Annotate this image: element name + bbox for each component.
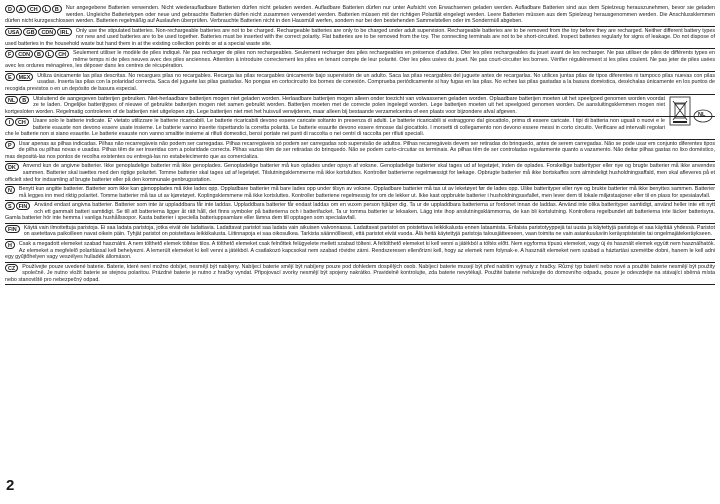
country-code-badge: H <box>5 241 15 249</box>
country-code-badge: CDN <box>38 28 56 36</box>
country-code-badge: CH <box>15 118 29 126</box>
country-badges <box>5 118 30 127</box>
country-code-badge: FIN <box>16 202 31 210</box>
language-section <box>5 72 715 95</box>
country-code-badge: F <box>5 50 14 58</box>
instruction-text: Usar apenas as pilhas indicadas. Pilhas não recarregáveis não podem ser carregadas. Pilhas recarregáveis só podem ser carregadas sob supervisão de adultos. Pilhas recarregáveis devem ser retiradas do brinquedo, antes de serem carregadas. Não se pode usar em conjunto diferentes tipos de pilha ou pilhas novas e usadas. Pilhas têm de ser inseridas com a polaridade correcta. Pilhas vazias têm de ser retiradas do brinquedo. Não se podem curto-circuitar os terminais. As pilhas têm de ser controladas regularmente quanto a vazamento. Não deitar pilhas gastas no lixo doméstico, mas depositá-las nos pontos de recolha existentes ou entregá-las no estabelecimento que as comercializa. <box>5 140 715 160</box>
country-code-badge: B <box>52 5 62 13</box>
country-code-badge: L <box>45 50 54 58</box>
country-badges <box>5 202 31 211</box>
country-code-badge: IRL <box>57 28 72 36</box>
country-code-badge: S <box>5 202 15 210</box>
instruction-text: Usare solo le batterie indicate. E' vietato utilizzare le batterie ricaricabili. Le batterie ricaricabili devono essere caricate soltanto in presenza di adulti. Le batterie ricaricabili si estraggono dal giocattolo, prima di essere caricate. I tipi di batteria non uguali o nuovi e le batterie esauste non devono essere usate insieme. Le batterie vanno inserite rispettando la corretta polarità. Le batterie esaurite devono essere rimosse dal giocattolo. I morsetti di collegamento non devono essere messi in corto circuito. Verificare ad intervalli regolari che le batterie non si siano esaurite. Le batterie esauste non vanno smaltite insieme ai rifiuti domestici, bensì portate nei punti di raccolta o nei centri di raccolta per rifiuti speciali. <box>5 118 665 138</box>
country-code-badge: I <box>5 118 14 126</box>
country-code-badge: N <box>5 186 15 194</box>
country-badges <box>5 264 19 273</box>
country-badges <box>5 163 20 172</box>
country-badges <box>5 141 16 150</box>
country-code-badge: DK <box>5 163 19 171</box>
language-section <box>5 240 715 263</box>
country-code-badge: B <box>34 50 44 58</box>
symbol-country-label: NL <box>698 111 706 118</box>
country-badges <box>5 28 73 37</box>
instruction-text: Seulement utiliser le modèle de piles indiqué. Ne pas recharger de piles non rechargeables. Seulement recharger des piles rechargeables en présence d'adultes. Oter les piles rechargeables du jouet avant de les recharger. Ne pas utiliser de piles de différents types en même temps ni de piles neuves avec des piles anciennes. Attention à introduire correctement les piles en tenant compte de leur polarité. Oter les piles usées du jouet. Ne pas court-circuiter les bornes. Vérifier régulièrement si les piles coulent. Ne pas jeter de piles usées avec les ordures ménagères, les déposer dans les centres de récupération. <box>5 50 715 70</box>
language-section <box>5 263 715 286</box>
language-section <box>5 185 715 201</box>
country-code-badge: FIN <box>5 225 20 233</box>
instruction-text: Nur angegebene Batterien verwenden. Nicht wiederaufladbare Batterien dürfen nicht geladen werden. Aufladbare Batterien dürfen nur unter Aufsicht von Erwachsenen geladen werden. Aufladbare Batterien sind aus dem Spielzeug herauszunehmen, bevor sie geladen werden. Ungleiche Batterietypen oder neue und gebrauchte Batterien dürfen nicht zusammen verwendet werden. Batterien müssen mit der richtigen Polarität eingelegt werden. Leere Batterien müssen aus dem Spielzeug herausgenommen werden. Die Anschlussklemmen dürfen nicht kurzgeschlossen werden. Batterien regelmäßig auf Auslaufen überprüfen. Verbrauchte Batterien nicht in den Hausmüll werfen, sondern nur bei den bestehenden Sammelstellen oder im Sondermüll abgeben. <box>5 5 715 25</box>
country-badges <box>5 5 63 14</box>
instruction-text: Csak a megadott elemeket szabad használni. A nem tölthető elemek töltése tilos. A tölthető elemeket csak felnőttek felügyelete mellett szabad tölteni. A feltölthető elemeket ki kell venni a játékból a töltés előtt. Nem egyforma típusú elemeket, vagy új és használt elemek együtt nem használhatók. Az elemeket a megfelelő polaritással kell behelyezni. A lemerült elemeket ki kell venni a játékból. A csatlakozó kapcsokat nem szabad rövidre zárni. Rendszeresen ellenőrizni kell, hogy az elemek nem folynak-e. A használt elemeket nem szabad a háztartási szemétbe dobni, hanem le kell adni egy gyűjtőhelyen vagy veszélyes hulladék állomáson. <box>5 240 715 261</box>
language-section <box>5 27 715 50</box>
language-section <box>5 95 715 118</box>
page-number: 2 <box>6 477 15 494</box>
language-section <box>5 117 715 140</box>
country-code-badge: A <box>16 5 26 13</box>
country-badges <box>5 73 34 82</box>
instruction-text: Utiliza únicamente las pilas descritas. No recargues pilas no recargables. Recarga las pilas recargables únicamente bajo supervisión de un adulto. Saca las pilas recargables del juguete antes de recargarlas. No utilices juntas pilas de tipos diferentes ni tampoco pilas nuevas con pilas usadas. Inserta las pilas con la polaridad correcta. Saca del juguete las pilas gastadas. No pongas en cortocircuito los bornes de conexión. Comprueba periódicamente si hay fugas en las pilas. No eches las pilas gastadas a la basura doméstica, deséchalas únicamente en los puntos de recogida previstos o en un depósito de basura especial. <box>5 72 715 93</box>
instruction-text: Käytä vain ilmoitettuja paristoja. Ei saa ladata paristoja, jotka eivät ole ladattavia. Ladattavat paristot saa ladata vain aikuisen valvonnassa. Ladattavat paristot on poistettava leikkikalusta ennen lataamista. Erilaisia paristotyyppejä tai uusia ja käytettyjä paristoja ei saa käyttää yhdessä. Paristot on asetettava paikoilleen navat oikein päin. Tyhjät paristot on poistettava leikkikalusta. Liitinnapoja ei saa oikosulkea. Tarkista säännöllisesti, että paristot eivät vuoda. Älä heitä käytettyjä paristoja talousjätteeseen, vaan toimita ne vain asiankuuluviin keräyspisteisiin tai ongelmajätekeräykseen. <box>23 224 715 238</box>
country-code-badge: USA <box>5 28 22 36</box>
country-code-badge: CH <box>27 5 41 13</box>
language-section <box>5 201 715 224</box>
country-code-badge: CZ <box>5 264 18 272</box>
country-code-badge: L <box>42 5 51 13</box>
country-code-badge: GB <box>23 28 37 36</box>
country-code-badge: E <box>5 73 15 81</box>
battery-instructions <box>5 4 715 285</box>
instruction-text: Uitsluitend de aangegeven batterijen gebruiken. Niet-herlaadbare batterijen mogen niet geladen worden. Herlaadbare batterijen mogen alleen onder toezicht van volwassenen geladen worden. Oplaadbare batterijen moeten uit het speelgoed genomen worden voordat ze te laden. Ongelijke batterijtypes of nieuwe of gebruikte batterijen mogen niet samen gebruikt worden. Batterijen moeten met de correcte polen ingelegd worden. Lege batterijen moeten uit het speelgoed genomen worden. De aansluitingsklemmen mogen niet kortgesloten worden. Regelmatig controleren of de batterijen niet uitgelopen zijn. Lege batterijen niet met het huisvuil verwijderen, maar alleen bij bestaande verzamelcentra of een plaats voor bijzondere afval afgeven. <box>5 95 665 115</box>
instruction-text: Benytt kun angitte batterier. Batterier som ikke kan gjenopplades må ikke lades opp. Oppladbare batterier må bare lades opp under tilsyn av voksne. Oppladbare batterier må tas ut av leketøyet før de lades opp. Ulike batterityper eller nye og brukte batterier må ikke benyttes sammen. Batterier må legges inn med riktig polaritet. Tomme batterier må tas ut av kjøretøyet. Koplingsklemmene må ikke kortsluttes. Kontroller batteriene regelmessig for om de lekker ut. Ikke kast oppbrukte batterier i husholdningsavfallet, men lever dem til lokale miljøstasjoner eller til en plass for spesialavfall. <box>18 186 715 199</box>
country-code-badge: D <box>5 5 15 13</box>
country-badges <box>5 186 16 195</box>
country-code-badge: CDN <box>15 50 33 58</box>
language-section <box>5 162 715 185</box>
country-code-badge: CH <box>55 50 69 58</box>
country-badges <box>5 225 21 234</box>
language-section <box>5 49 715 72</box>
instruction-text: Only use the stipulated batteries. Non-rechargeable batteries are not to be charged. Rechargeable batteries are only to be charged under adult supervision. Rechargeable batteries are to be removed from the toy before they are recharged. Neither different battery types nor new and used batteries are to be used together. Batteries must be inserted with the correct polarity. Flat batteries are to be removed from the toy. The connecting terminals are not to be short-circuited. Inspect batteries regularly for signs of leakage. Do not dispose of used batteries in the household waste but hand them in at the existing collection points or at a special waste site. <box>5 27 715 47</box>
country-code-badge: B <box>19 96 29 104</box>
language-section <box>5 140 715 163</box>
country-badges <box>5 50 70 59</box>
country-badges <box>5 241 16 250</box>
instruction-text: Anvend kun de angivne batterier. Ikke genopladelige batterier må ikke genoplades. Genopladelige batterier må kun oplades under opsyn af voksne. Genopladelige batterier skal tages ud af legetøjet, inden de oplades. Forskellige batterityper eller nye og brugte batterier må ikke anvendes sammen. Batterier skal isættes med den rigtige polaritet. Tomme batterier skal tages ud af legetøjet. Tilslutningsklemmerne må ikke kortsluttes. Kontroller batterierne regelmæssigt for lækage. Opbrugte batterier må ikke bortskaffes som almindeligt husholdningsaffald, men skal afleveres på et officielt sted for indsamling af brugte batterier eller på den kommunale genbrugsstation. <box>5 163 715 183</box>
country-code-badge: P <box>5 141 15 149</box>
country-code-badge: MEX <box>16 73 34 81</box>
country-badges <box>5 96 30 105</box>
instruction-text: Používejte pouze uvedené baterie. Baterie, které není možno dobíjet, nesmějí být nabíjeny. Nabíjecí baterie smějí být nabíjeny pouze pod dohledem dospělých osob. Nabíjecí baterie musejí být před nabitím vyjmuty z hračky. Různý typ baterií nebo nové a použité baterie nesmějí být použity společně. Je nutno vložit baterie se stejnou polaritou. Prázdné baterie je nutno z hračky vyndat. Připojovací svorky nesmějí být spojeny nakrátko. Pravidelně kontrolujte, zda baterie nevytékají. Použité baterie neházejte do domovního odpadu, pouze je odevzdejte na stávající sběrná místa nebo stanoviště pro nebezpečný odpad. <box>5 263 715 283</box>
country-code-badge: NL <box>5 96 18 104</box>
language-section <box>5 224 715 240</box>
instruction-text: Använd endast angivna batterier. Batterier som inte är uppladdbara får inte laddas. Uppladdbara batterier får endast laddas om en vuxen person hjälper dig. Ta ur de uppladdbara batterierna ur fordonet innan de laddas. Använd inte olika batterityper samtidigt, använd heller inte ett nytt och ett gammalt batteri samtidigt. Se till att batterierna ligger åt rätt håll, det finns symboler på batterierna och i batterifacket. Ta ur tomma batterier ur leksaken. Lägg inte ihop anslutningsklämmorna, de kan bli kortslutning. Kontrollera regelbundet att batterierna inte läcker batterisyra. Gamla batterier hör inte hemma i vanliga hushållssopor. Kasta batterier i speciella batteriuppsamlare eller lämna dem till opptagen som specialavfall. <box>5 202 715 222</box>
language-section <box>5 4 715 27</box>
